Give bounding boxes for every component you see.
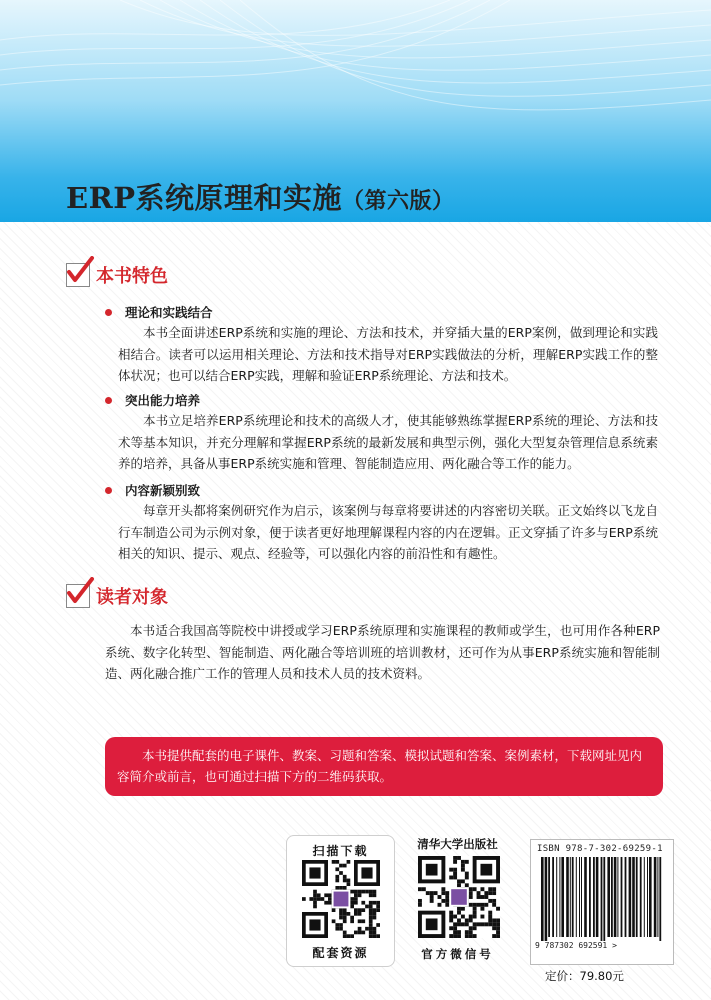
bullet-dot-icon — [105, 397, 112, 404]
readers-text: 本书适合我国高等院校中讲授或学习ERP系统原理和实施课程的教师或学生，也可用作各种ERP系统、数字化转型、智能制造、两化融合等培训班的培训教材，还可作为从事ERP系统实施和智能制造、两化融合推广工作的管理人员和技术人员的技术资料。 — [105, 623, 660, 681]
isbn-barcode — [530, 839, 674, 965]
feature-title: 突出能力培养 — [125, 393, 201, 408]
feature-item — [118, 390, 658, 475]
feature-text: 本书立足培养ERP系统理论和技术的高级人才，使其能够熟练掌握ERP系统的理论、方法和技术等基本知识，并充分理解和掌握ERP系统的最新发展和典型示例，强化大型复杂管理信息系统素养的培养，具备从事ERP系统实施和管理、智能制造应用、两化融合等工作的能力。 — [118, 413, 658, 471]
book-edition: （第六版） — [342, 188, 455, 214]
feature-item — [118, 302, 658, 387]
checkmark-icon — [66, 584, 90, 608]
feature-text: 每章开头都将案例研究作为启示，该案例与每章将要讲述的内容密切关联。正文始终以飞龙自行车制造公司为示例对象，便于读者更好地理解课程内容的内在逻辑。正文穿插了许多与ERP系统相关的知识、提示、观点、经验等，可以强化内容的前沿性和有趣性。 — [118, 503, 658, 561]
book-title-main: ERP系统原理和实施 — [66, 181, 343, 215]
qr-code-icon[interactable] — [302, 860, 380, 938]
readers-heading-label: 读者对象 — [96, 587, 168, 608]
cover-header-band — [0, 0, 711, 222]
book-title — [66, 176, 455, 217]
feature-text: 本书全面讲述ERP系统和实施的理论、方法和技术，并穿插大量的ERP案例，做到理论和实践相结合。读者可以运用相关理论、方法和技术指导对ERP实践做法的分析，理解ERP实践工作的整体状况；也可以结合ERP实践，理解和验证ERP系统理论、方法和技术。 — [118, 325, 658, 383]
qr-download-card — [286, 835, 395, 967]
qr-download-top-label: 扫描下载 — [312, 844, 369, 858]
feature-item — [118, 480, 658, 565]
feature-title: 内容新颖别致 — [125, 483, 201, 498]
isbn-number: ISBN 978-7-302-69259-1 — [537, 844, 663, 854]
readers-heading — [66, 583, 168, 609]
resource-notice: 本书提供配套的电子课件、教案、习题和答案、模拟试题和答案、案例素材，下载网址见内容简介或前言，也可通过扫描下方的二维码获取。 — [105, 737, 663, 796]
feature-title: 理论和实践结合 — [125, 305, 213, 320]
features-heading — [66, 262, 168, 288]
publisher-wechat-label: 官方微信号 — [421, 947, 494, 961]
barcode-digits: 9 787302 692591 > — [535, 941, 617, 950]
publisher-name: 清华大学出版社 — [417, 837, 498, 851]
qr-download-bottom-label: 配套资源 — [312, 946, 369, 960]
book-price: 定价：79.80元 — [545, 969, 624, 983]
qr-code-icon[interactable] — [418, 856, 500, 938]
bullet-dot-icon — [105, 309, 112, 316]
checkmark-icon — [66, 263, 90, 287]
bullet-dot-icon — [105, 487, 112, 494]
features-heading-label: 本书特色 — [96, 266, 168, 287]
